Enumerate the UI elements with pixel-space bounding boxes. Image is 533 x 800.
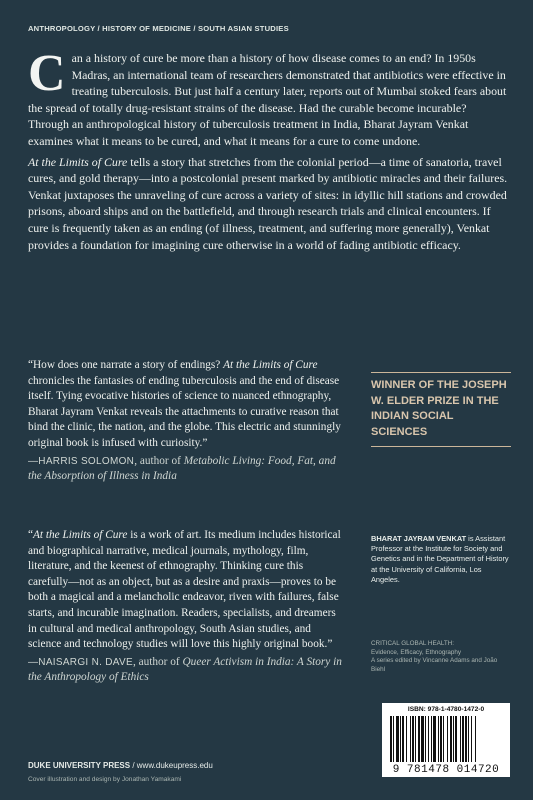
book-description (28, 45, 508, 257)
barcode-bar (471, 716, 472, 762)
barcode-bar (415, 716, 416, 762)
description-p2-text: tells a story that stretches from the colonial period—a time of sanatoria, travel cures, and gold therapy—into a postcolonial present marked by antibiotic miracles and their failures. Venkat juxtaposes the unraveling of cure across a variety of sites: in idyllic hill stations and crowded prisons, aboard ships and on the battlefield, and through research trials and clinical encounters. If cure is frequently taken as an ending (of illness, treatment, and suffering more generally), Venkat provides a foundation for imagining cure otherwise in a world of fading antibiotic efficacy. (28, 154, 508, 252)
series-line-3: A series edited by Vincanne Adams and João Biehl (371, 657, 498, 673)
isbn-label: ISBN: 978-1-4780-1472-0 (407, 706, 485, 713)
attribution-text: , author of (134, 454, 184, 467)
endorser-work-title: Queer Activism in India: A Story in the Anthropology of Ethics (28, 655, 342, 684)
barcode-bar (402, 716, 404, 762)
barcode-bar (425, 716, 426, 762)
series-line-2: Evidence, Efficacy, Ethnography (371, 648, 462, 656)
drop-cap: C (28, 45, 66, 102)
barcode-bar (440, 716, 442, 762)
isbn-number: 9 781478 014720 (392, 764, 500, 776)
barcode-bar (421, 716, 424, 762)
quote-book-title: At the Limits of Cure (33, 529, 128, 541)
subject-categories: ANTHROPOLOGY / HISTORY OF MEDICINE / SOUTH ASIAN STUDIES (28, 24, 289, 33)
cover-credit: Cover illustration and design by Jonathan Yamakami (28, 776, 182, 783)
publisher-line (28, 761, 213, 770)
endorsement-solomon (28, 358, 346, 485)
barcode-bar (396, 716, 399, 762)
description-paragraph-1 (28, 45, 508, 150)
barcode-bar (453, 716, 454, 762)
series-line-1: CRITICAL GLOBAL HEALTH: (371, 640, 455, 647)
barcode-bar (438, 716, 439, 762)
author-bio-text: is Assistant Professor at the Institute for Society and Genetics and in the Department of History at the University of California, Los Angeles. (371, 534, 509, 584)
barcode-bar (418, 716, 420, 762)
endorsement-attribution (28, 655, 346, 686)
endorsement-dave (28, 528, 346, 686)
barcode-bar (431, 716, 432, 762)
award-banner: WINNER OF THE JOSEPH W. ELDER PRIZE IN THE INDIAN SOCIAL SCIENCES (371, 372, 511, 447)
barcode-bar (410, 716, 411, 762)
attribution-text: , author of (132, 655, 183, 668)
barcode-bar (393, 716, 394, 762)
barcode-bar (406, 716, 407, 762)
barcode-bar (443, 716, 444, 762)
author-bio (371, 534, 511, 585)
barcode-bar (475, 716, 476, 762)
endorser-work-title: Metabolic Living: Food, Fat, and the Absorption of Illness in India (28, 454, 336, 483)
barcode-bar (447, 716, 448, 762)
barcode-bar (455, 716, 457, 762)
quote-book-title: At the Limits of Cure (223, 359, 318, 371)
endorsement-attribution (28, 454, 346, 485)
description-book-title: At the Limits of Cure (28, 154, 128, 169)
quote-text: “How does one narrate a story of endings? (28, 359, 224, 371)
series-info (371, 640, 511, 674)
description-p1-text: an a history of cure be more than a history of how disease comes to an end? In 1950s Madras, an international team of researchers demonstrated that antibiotics were effective in treating tuberculosis. But just half a century later, reports out of Mumbai stoked fears about the spread of totally drug-resistant strains of the disease. Had the curable become incurable? Through an anthropological history of tuberculosis treatment in India, Bharat Jayram Venkat examines what it means to be cured, and what it means for a cure to come undone. (28, 51, 507, 148)
barcode-bar (468, 716, 469, 762)
barcode-bar (465, 716, 467, 762)
description-paragraph-2 (28, 154, 508, 254)
barcode-bar (390, 716, 392, 762)
barcode-bar (460, 716, 461, 762)
publisher-url: / www.dukeupress.edu (130, 761, 213, 770)
endorsement-quote (28, 528, 346, 653)
endorser-name: —HARRIS SOLOMON (28, 455, 135, 467)
barcode-bars (390, 716, 502, 762)
endorser-name: —NAISARGI N. DAVE (28, 656, 133, 668)
barcode-bar (450, 716, 452, 762)
endorsement-quote (28, 358, 346, 452)
barcode-bar (428, 716, 429, 762)
barcode-bar (433, 716, 436, 762)
publisher-name: DUKE UNIVERSITY PRESS (28, 761, 131, 770)
barcode-bar (400, 716, 401, 762)
quote-text: is a work of art. Its medium includes historical and biographical narrative, medical journals, mythology, film, literature, and the keenest of ethnography. Thinking cure this carefully—not as an object, but as a desire and praxis—proves to be both a magical and a melancholic endeavor, riven with failures, false starts, and incurable imagination. Readers, specialists, and dreamers in cultural and medical anthropology, South Asian studies, and science and technology studies will love this highly original book.” (28, 529, 341, 651)
isbn-barcode (382, 703, 510, 777)
barcode-bar (412, 716, 414, 762)
author-name: BHARAT JAYRAM VENKAT (371, 534, 467, 543)
barcode-bar (462, 716, 464, 762)
quote-text: “ (28, 529, 34, 541)
quote-text: chronicles the fantasies of ending tuberculosis and the end of disease itself. Tying evocative histories of science to nuanced ethnography, Bharat Jayram Venkat reveals the attachments to curative reason that bind the clinic, the nation, and the globe. This electric and stunningly original book is infused with curiosity.” (28, 374, 341, 449)
